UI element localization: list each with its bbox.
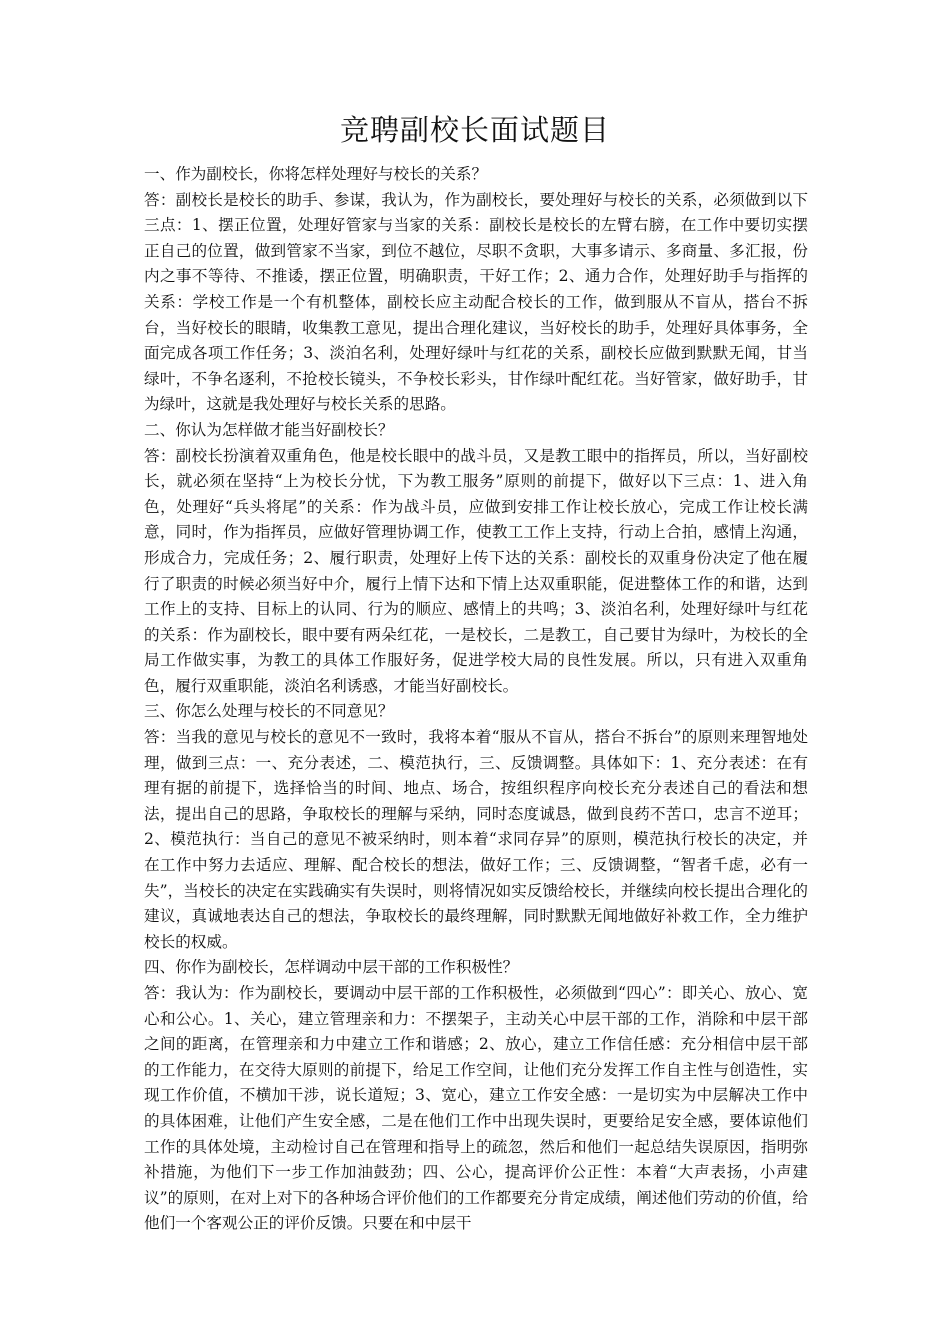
answer-2: 答：副校长扮演着双重角色，他是校长眼中的战斗员，又是教工眼中的指挥员，所以，当好副校长，就必须在坚持“上为校长分忧，下为教工服务”原则的前提下，做好以下三点：1、进入角色，处理好“兵头将尾”的关系：作为战斗员，应做到安排工作让校长放心，完成工作让校长满意，同时，作为指挥员，应做好管理协调工作，使教工工作上支持，行动上合拍，感情上沟通，形成合力，完成任务；2、履行职责，处理好上传下达的关系：副校长的双重身份决定了他在履行了职责的时候必须当好中介，履行上情下达和下情上达双重职能，促进整体工作的和谐，达到工作上的支持、目标上的认同、行为的顺应、感情上的共鸣；3、淡泊名利，处理好绿叶与红花的关系：作为副校长，眼中要有两朵红花，一是校长，二是教工，自己要甘为绿叶，为校长的全局工作做实事，为教工的具体工作服好务，促进学校大局的良性发展。所以，只有进入双重角色，履行双重职能，淡泊名利诱惑，才能当好副校长。 <box>144 446 808 695</box>
question-4: 四、你作为副校长，怎样调动中层干部的工作积极性？ <box>144 958 519 977</box>
question-3: 三、你怎么处理与校长的不同意见？ <box>144 702 394 721</box>
question-2: 二、你认为怎样做才能当好副校长？ <box>144 420 394 439</box>
document-title: 竞聘副校长面试题目 <box>339 113 610 147</box>
answer-1: 答：副校长是校长的助手、参谋，我认为，作为副校长，要处理好与校长的关系，必须做到以下三点：1、摆正位置，处理好管家与当家的关系：副校长是校长的左臂右膀，在工作中要切实摆正自己的位置，做到管家不当家，到位不越位，尽职不贪职，大事多请示、多商量、多汇报，份内之事不等待、不推诿，摆正位置，明确职责，干好工作；2、通力合作，处理好助手与指挥的关系：学校工作是一个有机整体，副校长应主动配合校长的工作，做到服从不盲从，搭台不拆台，当好校长的眼睛，收集教工意见，提出合理化建议，当好校长的助手，处理好具体事务，全面完成各项工作任务；3、淡泊名利，处理好绿叶与红花的关系，副校长应做到默默无闻，甘当绿叶，不争名逐利，不抢校长镜头，不争校长彩头，甘作绿叶配红花。当好管家，做好助手，甘为绿叶，这就是我处理好与校长关系的思路。 <box>144 190 808 414</box>
document-body <box>144 162 808 1237</box>
question-1: 一、作为副校长，你将怎样处理好与校长的关系？ <box>144 165 488 183</box>
answer-4: 答：我认为：作为副校长，要调动中层干部的工作积极性，必须做到“四心”：即关心、放心、宽心和公心。1、关心，建立管理亲和力：不摆架子，主动关心中层干部的工作，消除和中层干部之间的距离，在管理亲和力中建立工作和谐感；2、放心，建立工作信任感：充分相信中层干部的工作能力，在交待大原则的前提下，给足工作空间，让他们充分发挥工作自主性与创造性，实现工作价值，不横加干涉，说长道短；3、宽心，建立工作安全感：一是切实为中层解决工作中的具体困难，让他们产生安全感，二是在他们工作中出现失误时，更要给足安全感，要体谅他们工作的具体处境，主动检讨自己在管理和指导上的疏忽，然后和他们一起总结失误原因，指明弥补措施，为他们下一步工作加油鼓劲；四、公心，提高评价公正性：本着“大声表扬，小声建议”的原则，在对上对下的各种场合评价他们的工作都要充分肯定成绩，阐述他们劳动的价值，给他们一个客观公正的评价反馈。只要在和中层干 <box>144 984 808 1233</box>
answer-3: 答：当我的意见与校长的意见不一致时，我将本着“服从不盲从，搭台不拆台”的原则来理智地处理，做到三点：一、充分表述，二、模范执行，三、反馈调整。具体如下：1、充分表述：在有理有据的前提下，选择恰当的时间、地点、场合，按组织程序向校长充分表述自己的看法和想法，提出自己的思路，争取校长的理解与采纳，同时态度诚恳，做到良药不苦口，忠言不逆耳；2、模范执行：当自己的意见不被采纳时，则本着“求同存异”的原则，模范执行校长的决定，并在工作中努力去适应、理解、配合校长的想法，做好工作；三、反馈调整，“智者千虑，必有一失”，当校长的决定在实践确实有失误时，则将情况如实反馈给校长，并继续向校长提出合理化的建议，真诚地表达自己的想法，争取校长的最终理解，同时默默无闻地做好补救工作，全力维护校长的权威。 <box>144 728 808 951</box>
